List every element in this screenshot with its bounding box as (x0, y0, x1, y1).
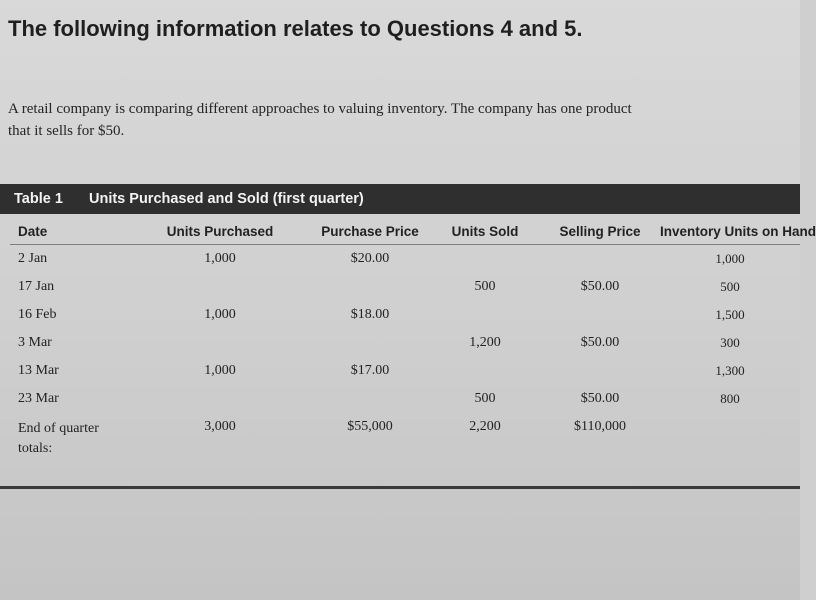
total-units-sold: 2,200 (469, 419, 501, 434)
total-selling-price: $110,000 (574, 419, 626, 434)
column-header-purchase-price: Purchase Price (310, 218, 430, 245)
column-header-units-sold: Units Sold (430, 218, 540, 245)
table-row (10, 329, 800, 357)
totals-row (10, 413, 800, 461)
table-row (10, 301, 800, 329)
cell-date: 17 Jan (18, 279, 55, 294)
cell-purchase-price (310, 329, 430, 357)
cell-inventory-on-hand: 800 (720, 391, 740, 406)
column-header-units-purchased: Units Purchased (130, 218, 310, 245)
table-row (10, 385, 800, 413)
cell-units-sold: 500 (474, 279, 496, 294)
cell-inventory-on-hand: 1,300 (715, 363, 745, 378)
cell-units-purchased: 1,000 (204, 251, 236, 266)
cell-date: 16 Feb (18, 307, 57, 322)
cell-units-sold (430, 301, 540, 329)
cell-selling-price (540, 357, 660, 385)
cell-date: 3 Mar (18, 335, 52, 350)
cell-units-sold (430, 245, 540, 274)
cell-units-purchased (130, 385, 310, 413)
cell-units-purchased (130, 329, 310, 357)
cell-selling-price: $50.00 (580, 279, 620, 294)
cell-inventory-on-hand: 1,500 (715, 307, 745, 322)
cell-purchase-price: $17.00 (350, 363, 390, 378)
cell-date: 23 Mar (18, 391, 59, 406)
total-inventory-on-hand (660, 413, 800, 461)
cell-inventory-on-hand: 500 (720, 279, 740, 294)
totals-label: End of quarter totals: (18, 421, 99, 456)
cell-purchase-price (310, 385, 430, 413)
cell-units-purchased: 1,000 (204, 363, 236, 378)
cell-selling-price (540, 245, 660, 274)
table-row (10, 273, 800, 301)
table-label: Table 1 (14, 191, 63, 207)
total-units-purchased: 3,000 (204, 419, 236, 434)
intro-paragraph: A retail company is comparing different approaches to valuing inventory. The company has one product that it sells for $50. (8, 101, 632, 139)
column-header-inventory-on-hand: Inventory Units on Hand (660, 218, 800, 245)
table-row (10, 357, 800, 385)
question-heading: The following information relates to Questions 4 and 5. (8, 16, 583, 41)
table-title: Units Purchased and Sold (first quarter) (89, 191, 364, 207)
cell-selling-price: $50.00 (580, 335, 620, 350)
cell-selling-price: $50.00 (580, 391, 620, 406)
cell-units-sold: 500 (474, 391, 496, 406)
cell-purchase-price: $18.00 (350, 307, 390, 322)
cell-units-purchased (130, 273, 310, 301)
cell-date: 2 Jan (18, 251, 48, 266)
inventory-table (10, 218, 816, 461)
total-purchase-price: $55,000 (347, 419, 393, 434)
cell-units-sold (430, 357, 540, 385)
cell-units-sold: 1,200 (469, 335, 501, 350)
table-title-bar (0, 184, 800, 214)
column-header-date: Date (10, 218, 130, 245)
table-header-row (10, 218, 800, 245)
table-bottom-rule (0, 486, 800, 489)
cell-date: 13 Mar (18, 363, 59, 378)
column-header-selling-price: Selling Price (540, 218, 660, 245)
cell-selling-price (540, 301, 660, 329)
cell-purchase-price: $20.00 (350, 251, 390, 266)
table-row (10, 245, 800, 274)
cell-inventory-on-hand: 1,000 (715, 251, 745, 266)
cell-purchase-price (310, 273, 430, 301)
cell-units-purchased: 1,000 (204, 307, 236, 322)
cell-inventory-on-hand: 300 (720, 335, 740, 350)
